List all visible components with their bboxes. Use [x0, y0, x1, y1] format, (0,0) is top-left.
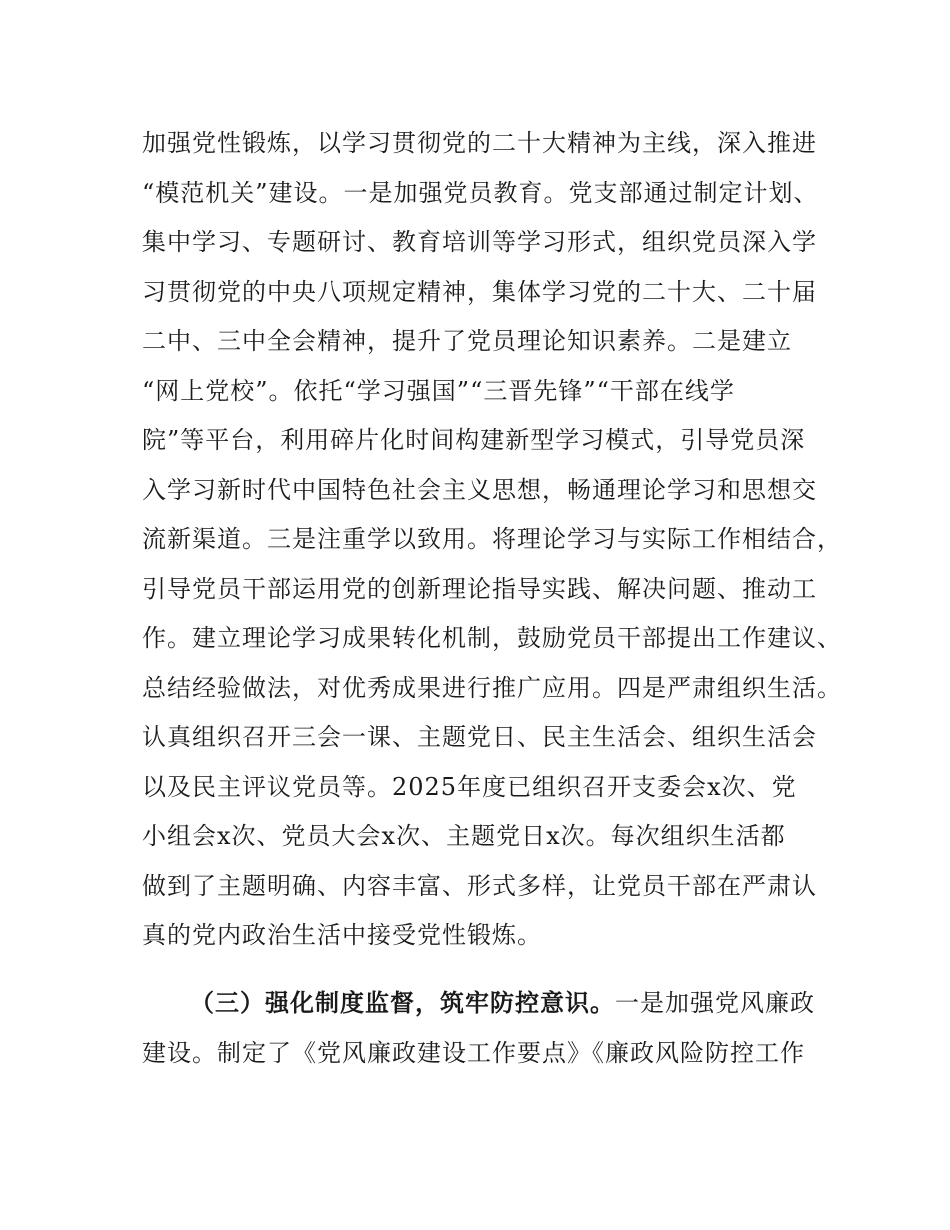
text-line: 习贯彻党的中央八项规定精神，集体学习党的二十大、二十届 — [142, 278, 817, 306]
text-line: 以及民主评议党员等。2025年度已组织召开支委会x次、党 — [142, 773, 797, 801]
text-line: 引导党员干部运用党的创新理论指导实践、解决问题、推动工 — [142, 575, 817, 603]
section-3-heading: （三）强化制度监督，筑牢防控意识。 — [190, 989, 615, 1017]
text-line: 做到了主题明确、内容丰富、形式多样，让党员干部在严肃认 — [142, 872, 817, 900]
text-line: 集中学习、专题研讨、教育培训等学习形式，组织党员深入学 — [142, 228, 817, 256]
text-line: 小组会x次、党员大会x次、主题党日x次。每次组织生活都 — [142, 822, 786, 850]
text-line: 二中、三中全会精神，提升了党员理论知识素养。二是建立 — [142, 327, 792, 355]
text-line: “模范机关”建设。一是加强党员教育。党支部通过制定计划、 — [142, 179, 819, 207]
text-line: 流新渠道。三是注重学以致用。将理论学习与实际工作相结合， — [142, 525, 842, 553]
text-line: 认真组织召开三会一课、主题党日、民主生活会、组织生活会 — [142, 723, 817, 751]
section-3-first-line-text: 一是加强党风廉政 — [615, 989, 815, 1017]
section-3-first-line — [190, 985, 815, 1021]
text-line: “网上党校”。依托“学习强国”“三晋先锋”“干部在线学 — [142, 377, 735, 405]
text-line: 建设。制定了《党风廉政建设工作要点》《廉政风险防控工作 — [142, 1039, 805, 1067]
text-line: 院”等平台，利用碎片化时间构建新型学习模式，引导党员深 — [142, 426, 806, 454]
text-line: 真的党内政治生活中接受党性锻炼。 — [142, 921, 542, 949]
text-line: 作。建立理论学习成果转化机制，鼓励党员干部提出工作建议、 — [142, 624, 842, 652]
text-line: 总结经验做法，对优秀成果进行推广应用。四是严肃组织生活。 — [142, 674, 842, 702]
text-line: 入学习新时代中国特色社会主义思想，畅通理论学习和思想交 — [142, 476, 817, 504]
text-line: 加强党性锻炼，以学习贯彻党的二十大精神为主线，深入推进 — [142, 129, 817, 157]
